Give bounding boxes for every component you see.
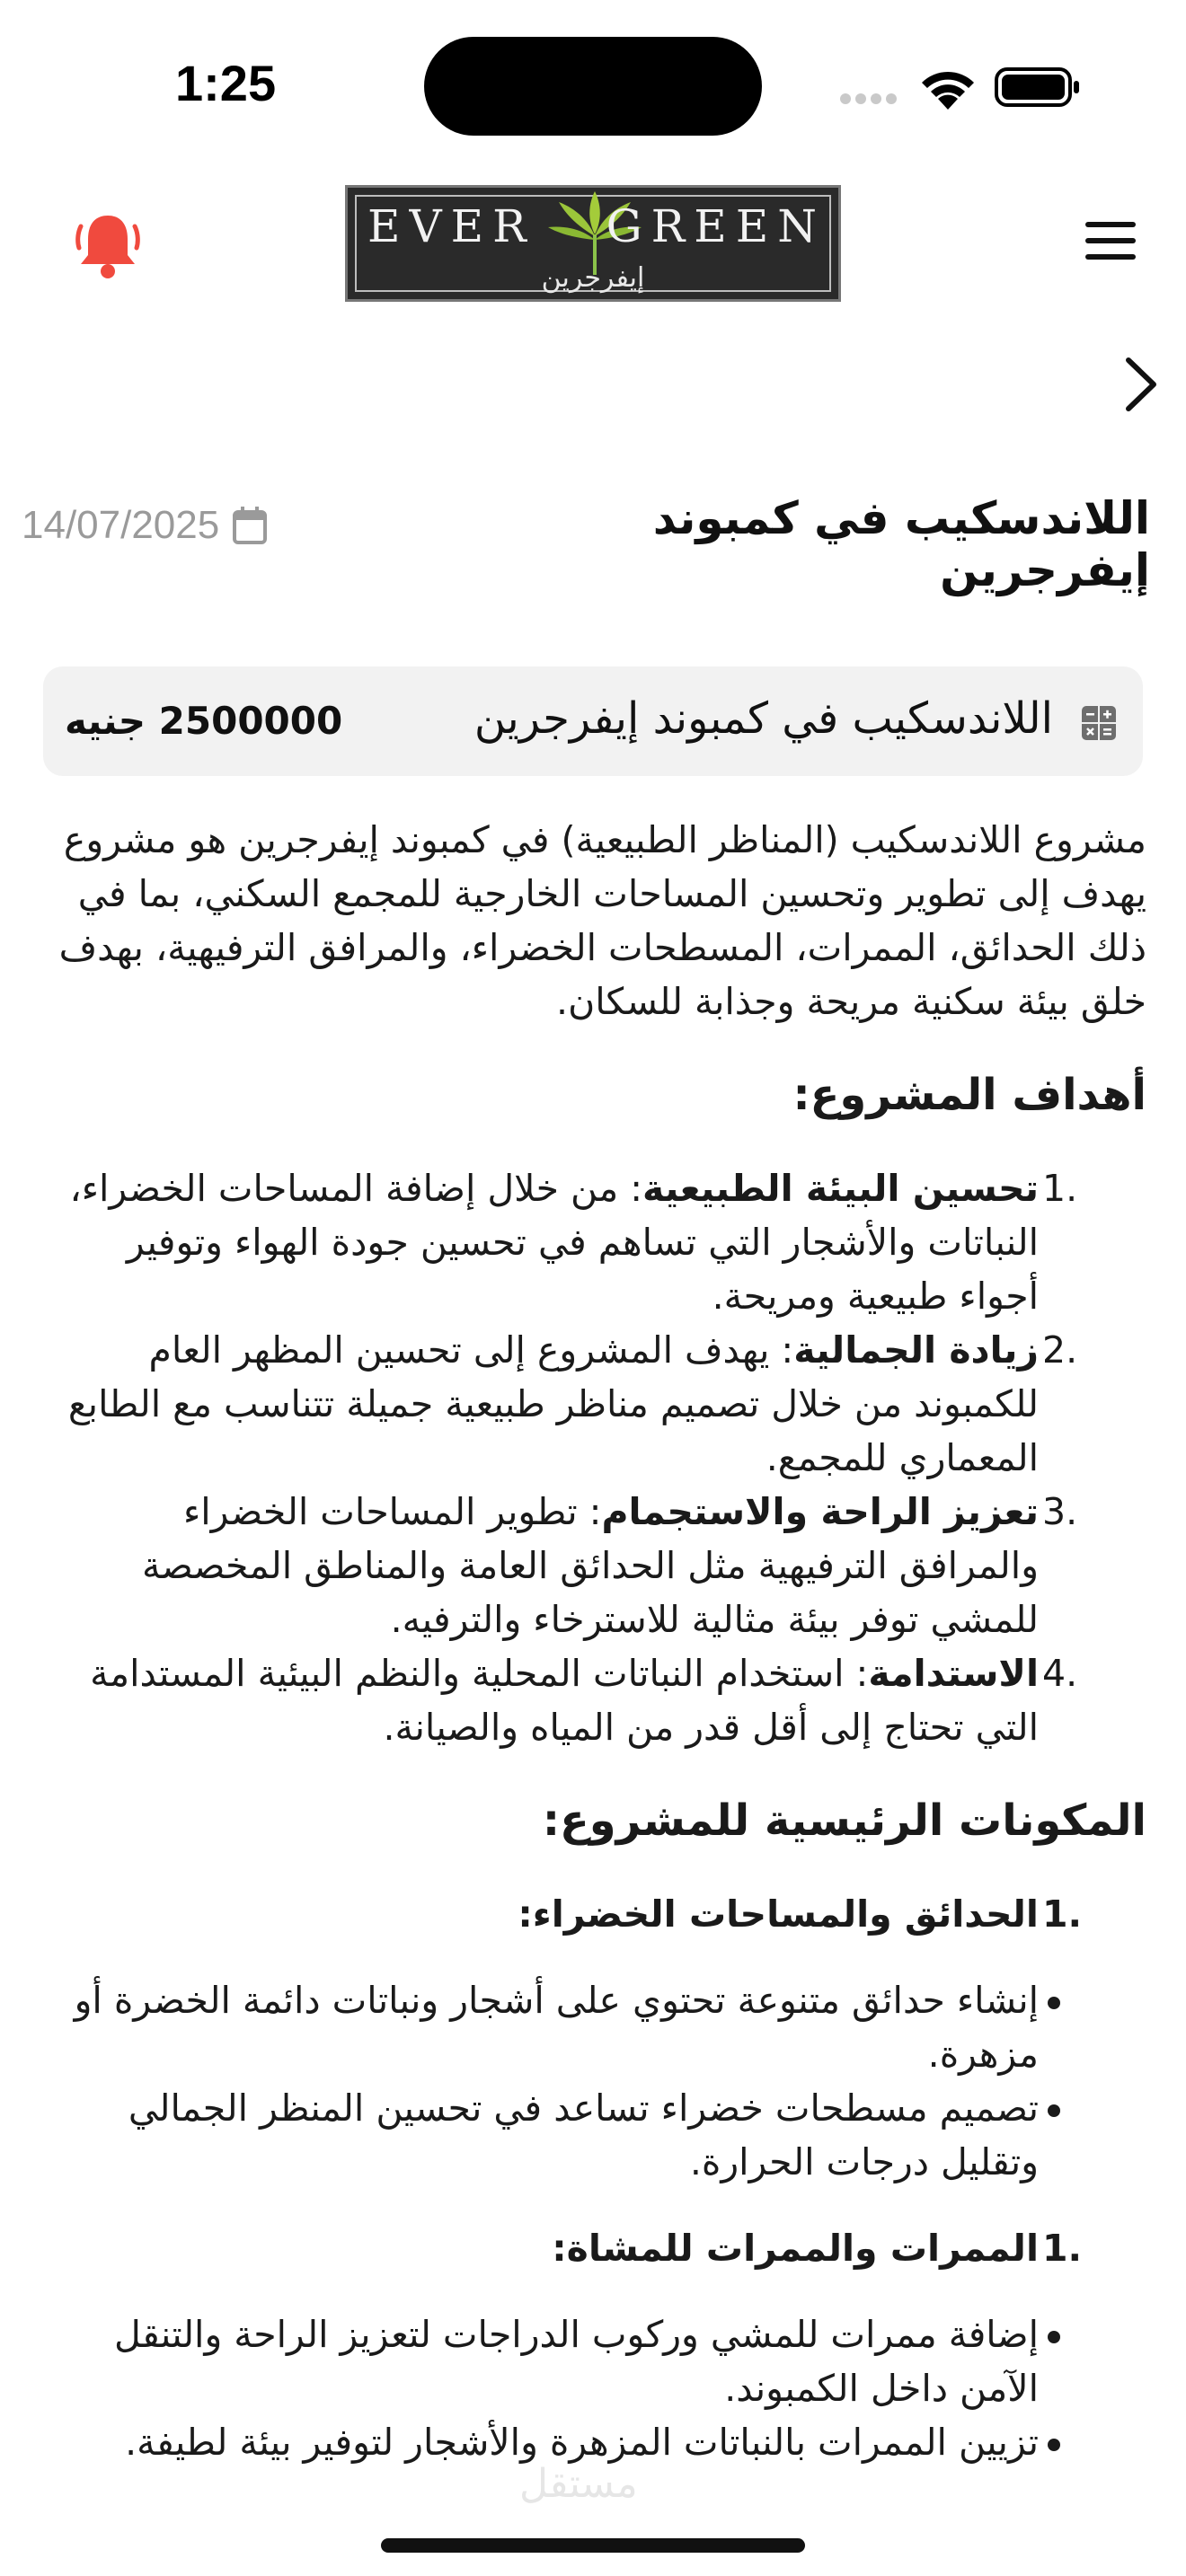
status-bar <box>0 0 1186 171</box>
components-heading: المكونات الرئيسية للمشروع: <box>542 1795 1146 1846</box>
bullet-text: إضافة ممرات للمشي وركوب الدراجات لتعزيز الراحة والتنقل الآمن داخل الكمبوند. <box>114 2313 1039 2410</box>
goal-text: : استخدام النباتات المحلية والنظم البيئية المستدامة التي تحتاج إلى أقل قدر من المياه والصيانة. <box>90 1652 1039 1749</box>
list-number: 1. <box>1042 2227 1083 2270</box>
bullet-text: تزيين الممرات بالنباتات المزهرة والأشجار لتوفير بيئة لطيفة. <box>125 2421 1039 2464</box>
logo-word-green: GREEN <box>606 200 826 252</box>
goal-text: : يهدف المشروع إلى تحسين المظهر العام للكمبوند من خلال تصميم مناظر طبيعية جميلة تتناسب مع الطابع المعماري للمجمع. <box>67 1328 1039 1479</box>
bullet-list <box>36 2307 1146 2469</box>
list-item <box>36 1161 1078 1323</box>
calendar-icon <box>232 506 268 545</box>
goals-list <box>36 1161 1146 1754</box>
home-indicator[interactable] <box>381 2538 805 2553</box>
goal-text: : من خلال إضافة المساحات الخضراء، النباتات والأشجار التي تساهم في تحسين جودة الهواء وتوفير أجواء طبيعية ومريحة. <box>69 1167 1039 1318</box>
goal-text: : تطوير المساحات الخضراء والمرافق الترفيهية مثل الحدائق العامة والمناطق المخصصة للمشي توفر بيئة مثالية للاسترخاء والترفيه. <box>141 1490 1039 1641</box>
date-row <box>22 498 268 552</box>
list-number: 2. <box>1042 1328 1078 1372</box>
component-title: الحدائق والمساحات الخضراء: <box>518 1892 1039 1936</box>
list-number: 3. <box>1042 1490 1078 1533</box>
cellular-signal-icon <box>840 91 901 108</box>
list-item <box>36 2221 1083 2275</box>
evergreen-logo <box>345 185 841 302</box>
calculator-icon <box>1082 706 1116 740</box>
list-item <box>36 2081 1039 2189</box>
bullet-text: تصميم مسطحات خضراء تساعد في تحسين المنظر الجمالي وتقليل درجات الحرارة. <box>128 2086 1039 2183</box>
list-item <box>36 1887 1083 1941</box>
bullet-dot <box>1039 2081 1146 2135</box>
list-number: 1. <box>1042 1167 1078 1210</box>
goal-title: زيادة الجمالية <box>793 1328 1039 1372</box>
bullet-text: إنشاء حدائق متنوعة تحتوي على أشجار ونباتات دائمة الخضرة أو مزهرة. <box>74 1979 1039 2076</box>
bullet-dot <box>1039 1973 1146 2027</box>
logo-word-ever: EVER <box>367 200 535 252</box>
article-body <box>36 813 1146 2501</box>
list-item <box>36 1323 1078 1485</box>
budget-card <box>43 666 1143 776</box>
battery-icon <box>995 67 1081 107</box>
list-item <box>36 2307 1039 2415</box>
list-number: 4. <box>1042 1652 1078 1695</box>
bullet-list <box>36 1973 1146 2189</box>
bullet-dot <box>1039 2415 1146 2469</box>
logo-arabic-text: إيفرجرين <box>541 262 645 294</box>
component-list <box>36 2221 1146 2275</box>
list-item <box>36 1973 1039 2081</box>
page-title: اللاندسكيب في كمبوند إيفرجرين <box>652 492 1150 596</box>
goal-title: الاستدامة <box>868 1652 1039 1695</box>
wifi-icon <box>918 65 978 111</box>
dynamic-island <box>424 37 762 136</box>
bullet-dot <box>1039 2307 1146 2361</box>
goals-heading: أهداف المشروع: <box>792 1070 1146 1120</box>
hamburger-menu-icon[interactable] <box>1085 222 1139 267</box>
watermark: مستقل <box>519 2461 638 2507</box>
goal-title: تعزيز الراحة والاستجمام <box>601 1490 1039 1533</box>
goal-title: تحسين البيئة الطبيعية <box>642 1167 1039 1210</box>
chevron-right-icon[interactable] <box>1118 353 1163 416</box>
list-item <box>36 1485 1078 1646</box>
bell-icon[interactable] <box>75 210 140 282</box>
budget-amount: 2500000 جنيه <box>65 699 343 743</box>
component-list <box>36 1887 1146 1941</box>
app-header <box>0 171 1186 314</box>
budget-title: اللاندسكيب في كمبوند إيفرجرين <box>474 693 1053 744</box>
component-title: الممرات والممرات للمشاة: <box>552 2227 1039 2270</box>
post-date: 14/07/2025 <box>22 503 220 547</box>
intro-paragraph: مشروع اللاندسكيب (المناظر الطبيعية) في كمبوند إيفرجرين هو مشروع يهدف إلى تطوير وتحسين المساحات الخارجية للمجمع السكني، بما في ذلك الحدائق، الممرات، المسطحات الخضراء، والمرافق الترفيهية، بهدف خلق بيئة سكنية مريحة وجذابة للسكان. <box>58 818 1146 1023</box>
list-item <box>36 1646 1078 1754</box>
status-time: 1:25 <box>175 55 277 111</box>
list-number: 1. <box>1042 1892 1083 1936</box>
